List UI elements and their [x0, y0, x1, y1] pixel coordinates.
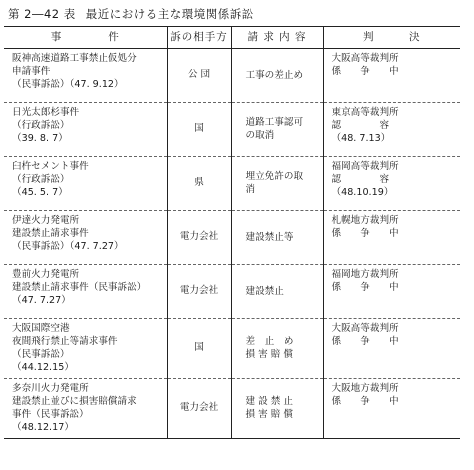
- environmental-lawsuits-table: [4, 26, 460, 439]
- case-line: 事件（民事訴訟）: [12, 408, 89, 420]
- judgment-cell: [323, 319, 460, 379]
- party-cell: 電力会社: [167, 265, 231, 319]
- judgment-line: （48. 7.13）: [331, 132, 391, 144]
- case-line: 建設禁止並びに損害賠償請求: [12, 395, 137, 407]
- judgment-line: 係 争 中: [331, 335, 399, 347]
- judgment-line: 係 争 中: [331, 395, 399, 407]
- claim-cell: [231, 49, 323, 103]
- case-cell: [4, 157, 167, 211]
- case-line: 伊達火力発電所: [12, 215, 80, 226]
- table-row: [4, 103, 460, 157]
- case-cell: [4, 319, 167, 379]
- table-number: 第 2―42 表: [8, 7, 76, 21]
- judgment-cell: [323, 49, 460, 103]
- case-line: 臼杵セメント事件: [12, 161, 89, 172]
- case-line: 建設禁止請求事件（民事訴訟）: [12, 281, 147, 293]
- claim-line: 建 設 禁 止: [245, 395, 294, 407]
- judgment-line: 係 争 中: [331, 281, 399, 293]
- table-row: [4, 319, 460, 379]
- claim-line: 工事の差止め: [245, 69, 304, 81]
- judgment-line: 大阪高等裁判所: [331, 323, 399, 334]
- judgment-line: （48.10.19）: [331, 186, 394, 198]
- judgment-line: 大阪地方裁判所: [331, 382, 399, 394]
- claim-line: 道路工事認可: [245, 117, 304, 129]
- party-cell: 公 団: [167, 49, 231, 103]
- case-line: （行政訴訟）: [12, 173, 70, 185]
- claim-line: 埋立免許の取: [245, 171, 304, 183]
- judgment-line: 大阪高等裁判所: [331, 53, 399, 64]
- party-cell: 県: [167, 157, 231, 211]
- case-cell: [4, 265, 167, 319]
- claim-cell: [231, 211, 323, 265]
- claim-line: 消: [245, 184, 256, 195]
- party-cell: 国: [167, 103, 231, 157]
- party-cell: 電力会社: [167, 378, 231, 438]
- claim-line: の取消: [245, 130, 275, 141]
- judgment-line: 係 争 中: [331, 227, 399, 239]
- table-row: [4, 265, 460, 319]
- case-line: （民事訴訟）: [12, 348, 70, 360]
- case-line: 日光太郎杉事件: [12, 107, 80, 118]
- claim-cell: [231, 265, 323, 319]
- case-cell: [4, 49, 167, 103]
- claim-cell: [231, 103, 323, 157]
- case-line: 多奈川火力発電所: [12, 382, 89, 394]
- table-row: [4, 378, 460, 438]
- party-cell: 国: [167, 319, 231, 379]
- table-title: [8, 6, 254, 22]
- claim-cell: [231, 378, 323, 438]
- case-line: （民事訴訟）（47. 9.12）: [12, 78, 124, 90]
- case-line: 夜間飛行禁止等請求事件: [12, 335, 118, 347]
- claim-line: 損 害 賠 償: [245, 408, 294, 420]
- judgment-line: 認 容: [331, 119, 390, 131]
- case-line: 豊前火力発電所: [12, 269, 80, 280]
- judgment-line: 東京高等裁判所: [331, 107, 399, 118]
- claim-line: 差 止 め: [245, 335, 294, 347]
- judgment-cell: [323, 378, 460, 438]
- case-line: （民事訴訟）（47. 7.27）: [12, 240, 124, 252]
- judgment-line: 係 争 中: [331, 65, 399, 77]
- case-line: （45. 5. 7）: [12, 186, 68, 198]
- claim-line: 建設禁止: [245, 285, 284, 297]
- case-line: （47. 7.27）: [12, 294, 71, 306]
- table-row: [4, 157, 460, 211]
- case-cell: [4, 211, 167, 265]
- case-line: 申請事件: [12, 65, 51, 77]
- party-cell: 電力会社: [167, 211, 231, 265]
- table-row: [4, 211, 460, 265]
- case-line: （39. 8. 7）: [12, 132, 68, 144]
- header-row: [4, 27, 460, 49]
- header-party: 訴の相手方: [167, 27, 231, 49]
- judgment-cell: [323, 211, 460, 265]
- judgment-line: 福岡地方裁判所: [331, 269, 399, 280]
- judgment-line: 認 容: [331, 173, 390, 185]
- case-line: 阪神高速道路工事禁止仮処分: [12, 53, 137, 64]
- case-line: 大阪国際空港: [12, 323, 70, 334]
- judgment-cell: [323, 157, 460, 211]
- header-claim: 請 求 内 容: [231, 27, 323, 49]
- table-caption: 最近における主な環境関係訴訟: [85, 7, 254, 21]
- claim-cell: [231, 319, 323, 379]
- judgment-line: 福岡高等裁判所: [331, 161, 399, 172]
- claim-line: 損 害 賠 償: [245, 348, 294, 360]
- claim-line: 建設禁止等: [245, 231, 294, 243]
- judgment-cell: [323, 103, 460, 157]
- judgment-line: 札幌地方裁判所: [331, 215, 399, 226]
- case-line: 建設禁止請求事件: [12, 227, 89, 239]
- case-line: （行政訴訟）: [12, 119, 70, 131]
- case-cell: [4, 103, 167, 157]
- header-case: 事 件: [4, 27, 167, 49]
- case-line: （44.12.15）: [12, 361, 74, 373]
- header-judgment: 判 決: [323, 27, 460, 49]
- judgment-cell: [323, 265, 460, 319]
- case-cell: [4, 378, 167, 438]
- claim-cell: [231, 157, 323, 211]
- case-line: （48.12.17）: [12, 421, 74, 433]
- table-row: [4, 49, 460, 103]
